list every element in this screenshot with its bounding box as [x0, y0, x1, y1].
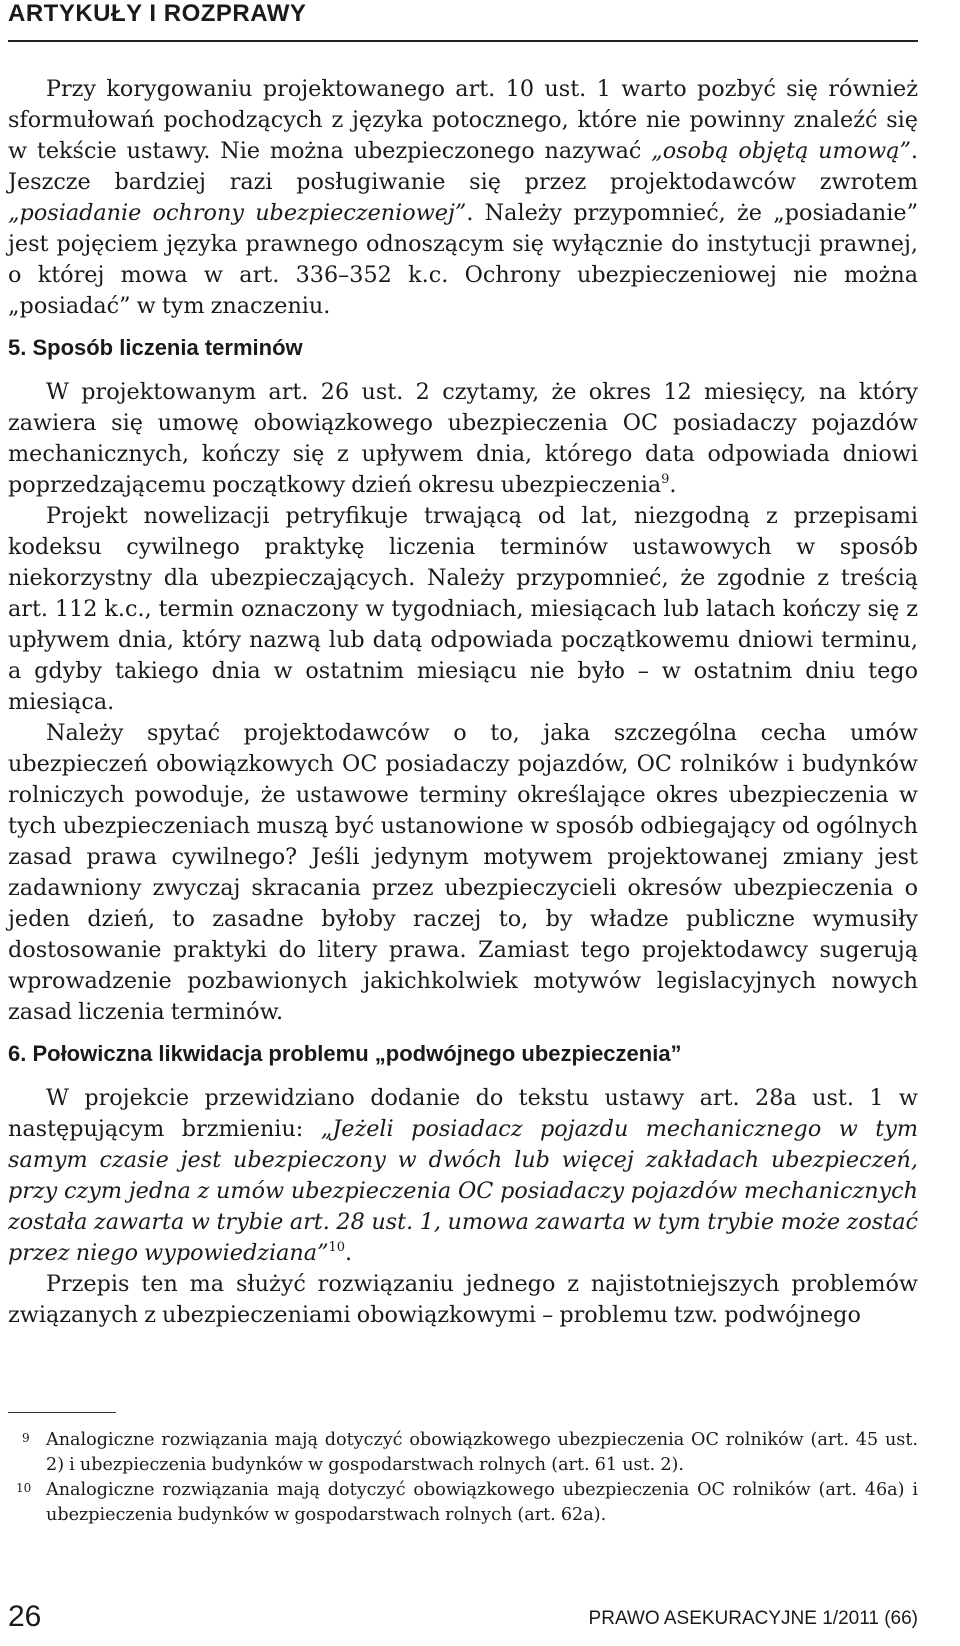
- footnote-text: Analogiczne rozwiązania mają dotyczyć obowiązkowego ubezpieczenia OC rolników (art. 45 ust. 2) i ubezpieczenia budynków w gospodarstwach rolnych (art. 61 ust. 2).: [46, 1430, 918, 1475]
- paragraph: [8, 1083, 918, 1269]
- article-body: [8, 74, 918, 1331]
- footnote-ref: 10: [328, 1240, 346, 1255]
- footnote-ref: 9: [661, 472, 670, 487]
- section-heading-6: 6. Połowiczna likwidacja problemu „podwójnego ubezpieczenia”: [8, 1041, 682, 1066]
- text-run: Przy korygowaniu projektowanego art. 10 ust. 1 warto pozbyć się również sformułowań pochodzących z języka potocznego, które nie powinny znaleźć się w tekście ustawy. Nie można ubezpieczonego nazywać: [8, 76, 918, 164]
- text-run: . Należy przypomnieć, że „posiadanie” jest pojęciem języka prawnego odnoszącym się wyłącznie do instytucji prawnej, o której mowa w art. 336–352 k.c. Ochrony ubezpieczeniowej nie można „posiadać” w tym znaczeniu.: [8, 200, 918, 319]
- section-heading-5: 5. Sposób liczenia terminów: [8, 335, 303, 360]
- footnote: [8, 1478, 918, 1528]
- text-run: .: [669, 472, 677, 498]
- footnote-number: 9: [22, 1431, 30, 1445]
- paragraph: Projekt nowelizacji petryfikuje trwającą od lat, niezgodną z przepisami kodeksu cywilnego praktykę liczenia terminów ustawowych w sposób niekorzystny dla ubezpieczających. Należy przypomnieć, że zgodnie z treścią art. 112 k.c., termin oznaczony w tygodniach, miesiącach lub latach kończy się z upływem dnia, który nazwą lub datą odpowiada początkowemu dniowi terminu, a gdyby takiego dnia w ostatnim miesiącu nie było – w ostatnim dniu tego miesiąca.: [8, 503, 918, 715]
- footnotes: [8, 1428, 918, 1528]
- footnote-text: Analogiczne rozwiązania mają dotyczyć obowiązkowego ubezpieczenia OC rolników (art. 46a) i ubezpieczenia budynków w gospodarstwach rolnych (art. 62a).: [46, 1480, 918, 1525]
- paragraph: [8, 377, 918, 501]
- italic-quote: „posiadanie ochrony ubezpieczeniowej”: [8, 200, 467, 226]
- journal-name: PRAWO ASEKURACYJNE 1/2011 (66): [588, 1608, 918, 1629]
- page-number: 26: [8, 1600, 42, 1633]
- paragraph: [8, 74, 918, 322]
- footnote: [8, 1428, 918, 1478]
- text-run: W projekcie przewidziano dodanie do tekstu ustawy art. 28a ust. 1 w następującym brzmieniu:: [8, 1085, 918, 1142]
- text-run: .: [345, 1240, 353, 1266]
- paragraph: Przepis ten ma służyć rozwiązaniu jednego z najistotniejszych problemów związanych z ubezpieczeniami obowiązkowymi – problemu tzw. podwójnego: [8, 1271, 918, 1328]
- section-title: ARTYKUŁY I ROZPRAWY: [8, 0, 307, 27]
- footnote-separator: [8, 1412, 116, 1413]
- footnote-number: 10: [16, 1481, 32, 1495]
- text-run: W projektowanym art. 26 ust. 2 czytamy, że okres 12 miesięcy, na który zawiera się umowę obowiązkowego ubezpieczenia OC posiadaczy pojazdów mechanicznych, kończy się z upływem dnia, którego data odpowiada dniowi poprzedzającemu początkowy dzień okresu ubezpieczenia: [8, 379, 918, 498]
- italic-quote: „Jeżeli posiadacz pojazdu mechanicznego w tym samym czasie jest ubezpieczony w dwóch lub więcej zakładach ubezpieczeń, przy czym jedna z umów ubezpieczenia OC posiadaczy pojazdów mechanicznych została zawarta w trybie art. 28 ust. 1, umowa zawarta w tym trybie może zostać przez niego wypowiedziana”: [8, 1116, 918, 1266]
- text-run: . Jeszcze bardziej razi posługiwanie się przez projektodawców zwrotem: [8, 138, 918, 195]
- paragraph: Należy spytać projektodawców o to, jaka szczególna cecha umów ubezpieczeń obowiązkowych OC posiadaczy pojazdów, OC rolników i budynków rolniczych powoduje, że ustawowe terminy określające okres ubezpieczenia w tych ubezpieczeniach muszą być ustanowione w sposób odbiegający od ogólnych zasad prawa cywilnego? Jeśli jedynym motywem projektowanej zmiany jest zadawniony zwyczaj skracania przez ubezpieczycieli okresów ubezpieczenia o jeden dzień, to zasadne byłoby raczej to, by władze publiczne wymusiły dostosowanie praktyki do litery prawa. Zamiast tego projektodawcy sugerują wprowadzenie pozbawionych jakichkolwiek motywów legislacyjnych nowych zasad liczenia terminów.: [8, 720, 918, 1025]
- italic-quote: „osobą objętą umową”: [651, 138, 911, 164]
- running-header: [8, 0, 918, 42]
